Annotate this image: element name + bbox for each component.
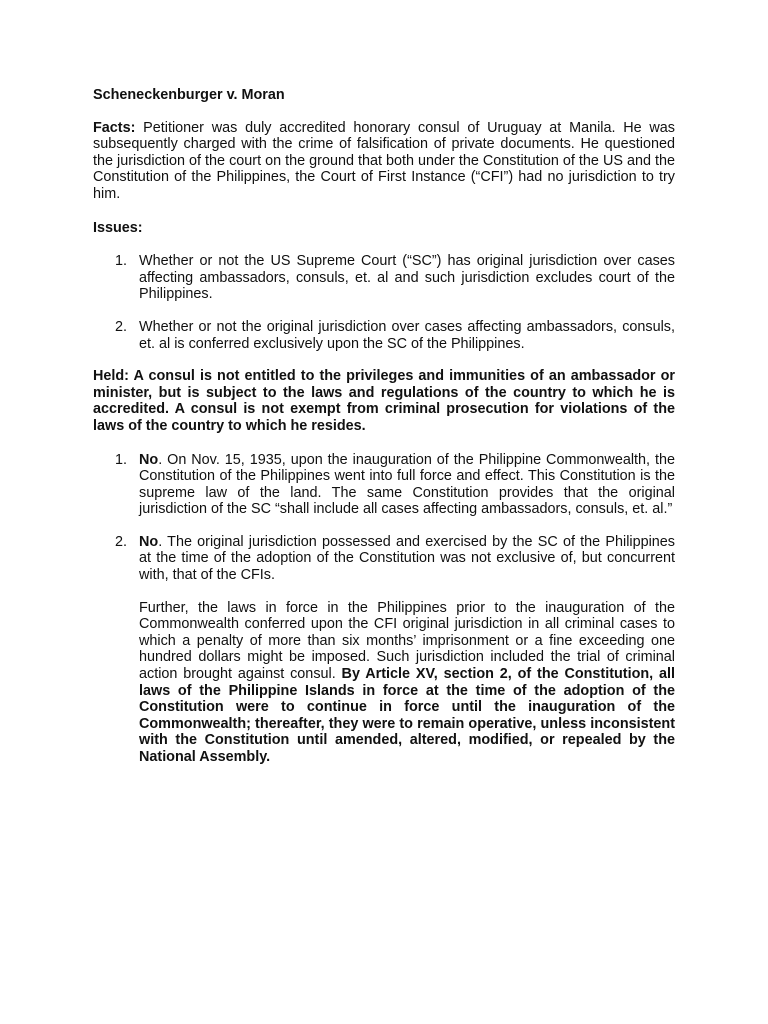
- issue-text: Whether or not the US Supreme Court (“SC”) has original jurisdiction over cases affecting ambassadors, consuls, et. al and such jurisdiction excludes court of the Philippines.: [139, 253, 675, 303]
- answer-number: 2.: [115, 533, 128, 550]
- issue-item-1: [93, 253, 675, 303]
- facts-label: Facts:: [93, 119, 136, 136]
- further-text: Further, the laws in force in the Philippines prior to the inauguration of the Commonwealth conferred upon the CFI original jurisdiction in all criminal cases to which a penalty of more than six months’ imprisonment or a fine exceeding one hundred dollars might be imposed. Such jurisdiction included the trial of criminal action brought against consul.: [139, 599, 675, 683]
- issues-heading: Issues:: [93, 219, 143, 236]
- answer-number: 1.: [115, 451, 128, 468]
- issue-text: Whether or not the original jurisdiction over cases affecting ambassadors, consuls, et. al is conferred exclusively upon the SC of the Philippines.: [139, 318, 675, 352]
- answer-text: . On Nov. 15, 1935, upon the inauguration of the Philippine Commonwealth, the Constitution of the Philippines went into full force and effect. This Constitution is the supreme law of the land. The same Constitution provides that the original jurisdiction of the SC “shall include all cases affecting ambassadors, consuls, et. al.”: [139, 451, 675, 518]
- answer-item-1: [93, 452, 675, 518]
- issue-number: 2.: [115, 318, 128, 335]
- answer-item-2: [93, 534, 675, 766]
- further-paragraph: [139, 600, 675, 766]
- issues-list: [93, 253, 675, 352]
- issue-item-2: [93, 319, 675, 352]
- answer-text: . The original jurisdiction possessed and exercised by the SC of the Philippines at the time of the adoption of the Constitution was not exclusive of, but concurrent with, that of the CFIs.: [139, 533, 675, 584]
- further-bold-text: By Article XV, section 2, of the Constitution, all laws of the Philippine Islands in force at the time of the adoption of the Constitution were to continue in force until the inauguration of the Commonwealth; thereafter, they were to remain operative, unless inconsistent with the Constitution until amended, altered, modified, or repealed by the National Assembly.: [139, 666, 676, 765]
- facts-text: Petitioner was duly accredited honorary consul of Uruguay at Manila. He was subsequently charged with the crime of falsification of private documents. He questioned the jurisdiction of the court on the ground that both under the Constitution of the US and the Constitution of the Philippines, the Court of First Instance (“CFI”) had no jurisdiction to try him.: [93, 119, 675, 202]
- answer-lead: No: [139, 533, 159, 550]
- answer-lead: No: [139, 451, 159, 468]
- issue-number: 1.: [115, 253, 128, 270]
- facts-paragraph: [93, 120, 675, 203]
- answers-list: [93, 452, 675, 766]
- held-paragraph: Held: A consul is not entitled to the privileges and immunities of an ambassador or minister, but is subject to the laws and regulations of the country to which he is accredited. A consul is not exempt from criminal prosecution for violations of the laws of the country to which he resides.: [93, 368, 675, 434]
- case-title: Scheneckenburger v. Moran: [93, 87, 285, 103]
- document-page: [93, 87, 675, 782]
